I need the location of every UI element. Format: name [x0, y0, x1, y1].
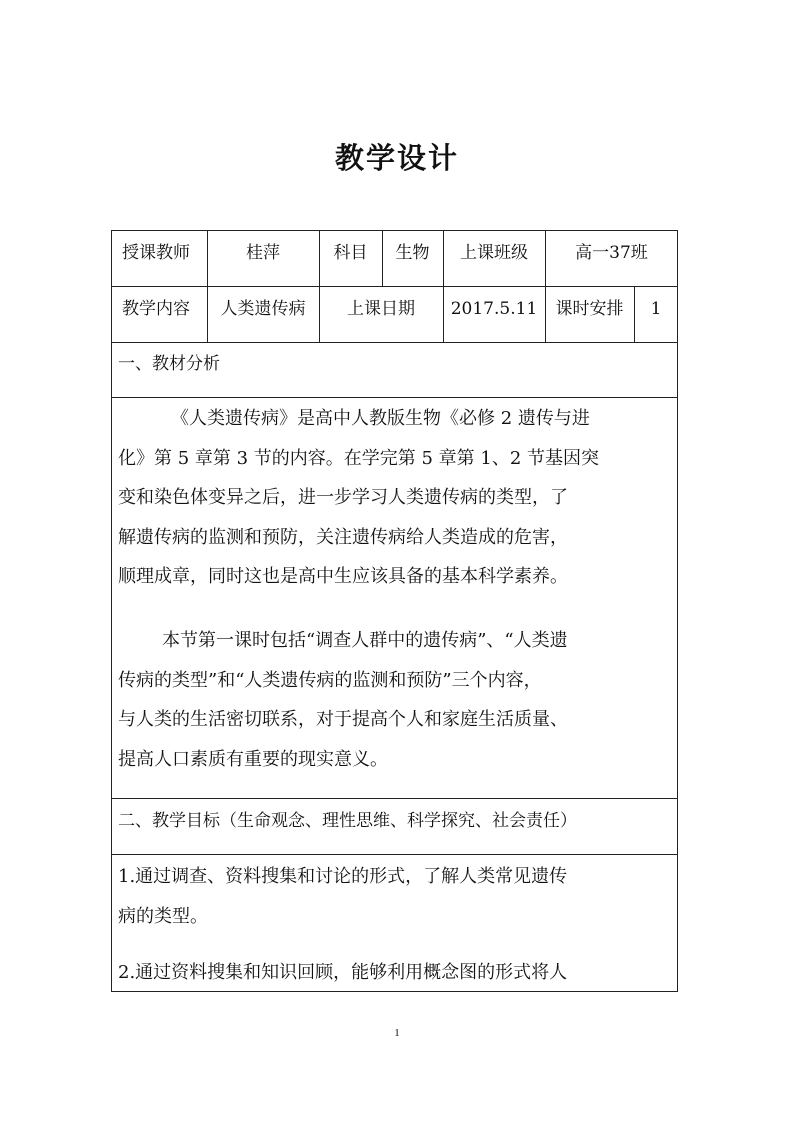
- paragraph-line: 化》第 5 章第 3 节的内容。在学完第 5 章第 1、2 节基因突: [118, 447, 600, 469]
- paragraph-line: 《人类遗传病》是高中人教版生物《必修 2 遗传与进: [171, 408, 590, 429]
- hours-value: 1: [650, 299, 662, 319]
- subject-label: 科目: [333, 243, 368, 263]
- teacher-label: 授课教师: [122, 243, 190, 263]
- subject-value: 生物: [395, 243, 430, 263]
- paragraph-line: 顺理成章，同时这也是高中生应该具备的基本科学素养。: [118, 566, 568, 587]
- table-row-divider: [112, 854, 677, 855]
- paragraph-line: 1.通过调查、资料搜集和讨论的形式，了解人类常见遗传: [118, 866, 568, 887]
- page-number: 1: [394, 1027, 400, 1039]
- paragraph-line: 本节第一课时包括“调查人群中的遗传病”、“人类遗: [162, 630, 568, 651]
- table-row-divider: [112, 286, 677, 287]
- paragraph-line: 2.通过资料搜集和知识回顾，能够利用概念图的形式将人: [118, 962, 568, 983]
- lesson-plan-table: [111, 230, 678, 992]
- section-heading-material-analysis: 一、教材分析: [118, 354, 220, 374]
- section-heading-teaching-goals: 二、教学目标（生命观念、理性思维、科学探究、社会责任）: [118, 811, 577, 831]
- material-analysis-paragraph-1: [118, 399, 670, 597]
- paragraph-line: 提高人口素质有重要的现实意义。: [118, 748, 388, 770]
- hours-label: 课时安排: [555, 299, 624, 319]
- class-label: 上课班级: [460, 243, 528, 263]
- date-value: 2017.5.11: [450, 299, 538, 319]
- table-row-divider: [112, 342, 677, 343]
- class-value: 高一37班: [575, 243, 648, 263]
- date-label: 上课日期: [347, 299, 415, 319]
- teacher-value: 桂萍: [246, 243, 280, 263]
- table-row-divider: [112, 397, 677, 398]
- table-row-divider: [112, 798, 677, 799]
- paragraph-line: 与人类的生活密切联系，对于提高个人和家庭生活质量、: [118, 709, 568, 730]
- document-title: 教学设计: [334, 141, 459, 175]
- material-analysis-paragraph-2: [118, 621, 670, 779]
- teaching-goal-2: [118, 953, 670, 993]
- paragraph-line: 传病的类型”和“人类遗传病的监测和预防”三个内容，: [118, 669, 542, 691]
- paragraph-line: 病的类型。: [118, 905, 208, 927]
- content-label: 教学内容: [122, 299, 190, 319]
- content-value: 人类遗传病: [220, 299, 306, 319]
- paragraph-line: 解遗传病的监测和预防，关注遗传病给人类造成的危害，: [118, 526, 568, 548]
- teaching-goal-1: [118, 857, 670, 936]
- paragraph-line: 变和染色体变异之后，进一步学习人类遗传病的类型，了: [118, 487, 568, 508]
